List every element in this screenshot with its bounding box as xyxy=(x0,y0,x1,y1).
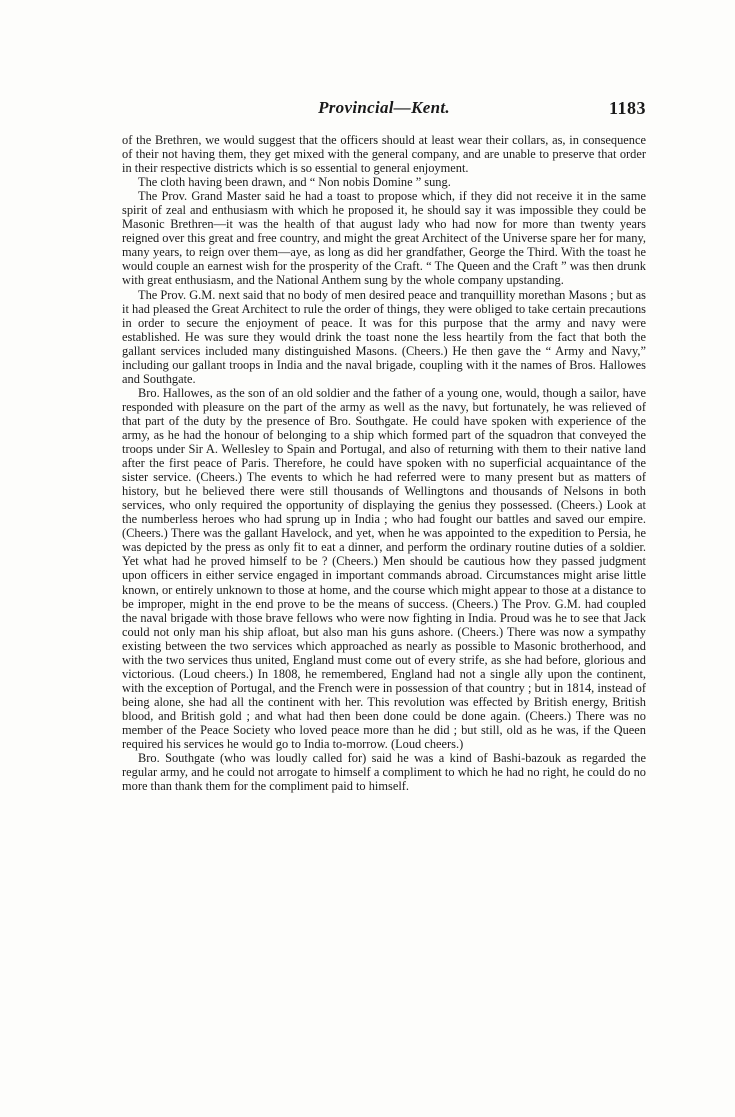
running-title: Provincial—Kent. xyxy=(318,98,450,117)
running-head xyxy=(122,98,646,122)
page-number: 1183 xyxy=(608,98,646,118)
paragraph-queen-toast: The Prov. Grand Master said he had a toast to propose which, if they did not receive it in the same spirit of zeal and enthusiasm with which he proposed it, he should say it was impossible they could be Masonic Brethren—it was the health of that august lady who had now for more than twenty years reigned over this great and free country, and might the great Architect of the Universe spare her for many, many years, to reign over them—aye, as long as did her grandfather, George the Third. With the toast he would couple an earnest wish for the prosperity of the Craft. “ The Queen and the Craft ” was then drunk with great enthusiasm, and the National Anthem sung by the whole company upstanding. xyxy=(122,189,646,288)
paragraph-southgate-reply: Bro. Southgate (who was loudly called for) said he was a kind of Bashi-bazouk as regarded the regular army, and he could not arrogate to himself a compliment to which he had no right, he could do no more than thank them for the compliment paid to himself. xyxy=(122,751,646,794)
paragraph-army-navy-toast: The Prov. G.M. next said that no body of men desired peace and tranquillity morethan Masons ; but as it had pleased the Great Architect to rule the order of things, they were obliged to take certain precautions in order to secure the enjoyment of peace. It was for this purpose that the army and navy were established. He was sure they would drink the toast none the less heartily from the fact that both the gallant services included many distinguished Masons. (Cheers.) He then gave the “ Army and Navy,” including our gallant troops in India and the naval brigade, coupling with it the names of Bros. Hallowes and Southgate. xyxy=(122,287,646,386)
article-body xyxy=(122,133,646,793)
paragraph-cloth-drawn: The cloth having been drawn, and “ Non nobis Domine ” sung. xyxy=(138,175,451,190)
paragraph-hallowes-reply: Bro. Hallowes, as the son of an old soldier and the father of a young one, would, though a sailor, have responded with pleasure on the part of the army as well as the navy, but fortunately, he was relieved of that part of the duty by the presence of Bro. Southgate. He could have spoken with experience of the army, as he had the honour of belonging to a ship which formed part of the squadron that conveyed the troops under Sir A. Wellesley to Spain and Portugal, and also of returning with them to their native land after the first peace of Paris. Therefore, he could have spoken with no superficial acquaintance of the sister service. (Cheers.) The events to which he had referred were to many present but as matters of history, but he believed there were still thousands of Wellingtons and thousands of Nelsons in both services, who only required the opportunity of displaying the genius they possessed. (Cheers.) Look at the numberless heroes who had sprung up in India ; who had fought our battles and saved our empire. (Cheers.) There was the gallant Havelock, and yet, when he was appointed to the expedition to Persia, he was depicted by the press as only fit to eat a dinner, and perform the ordinary routine duties of a soldier. Yet what had he proved himself to be ? (Cheers.) Men should be cautious how they passed judgment upon officers in either service engaged in important commands abroad. Circumstances might arise little known, or entirely unknown to those at home, and the course which might appear to those at a distance to be improper, might in the end prove to be the means of success. (Cheers.) The Prov. G.M. had coupled the naval brigade with those brave fellows who were now fighting in India. Proud was he to see that Jack could not only man his ship afloat, but also man his guns ashore. (Cheers.) There was now a sympathy existing between the two services which approached as nearly as possible to Masonic brotherhood, and with the two services thus united, England must come out of every strife, as she had before, glorious and victorious. (Loud cheers.) In 1808, he remembered, England had not a single ally upon the continent, with the exception of Portugal, and the French were in possession of that country ; but in 1814, instead of being alone, she had all the continent with her. This revolution was effected by British energy, British blood, and British gold ; and what had then been done could be done again. (Cheers.) There was no member of the Peace Society who loved peace more than he did ; but still, old as he was, if the Queen required his services he would go to India to-morrow. (Loud cheers.) xyxy=(122,385,646,752)
paragraph-continuation: of the Brethren, we would suggest that the officers should at least wear their collars, as, in consequence of their not having them, they get mixed with the general company, and are unable to preserve that order in their respective districts which is so essential to general enjoyment. xyxy=(122,133,646,176)
